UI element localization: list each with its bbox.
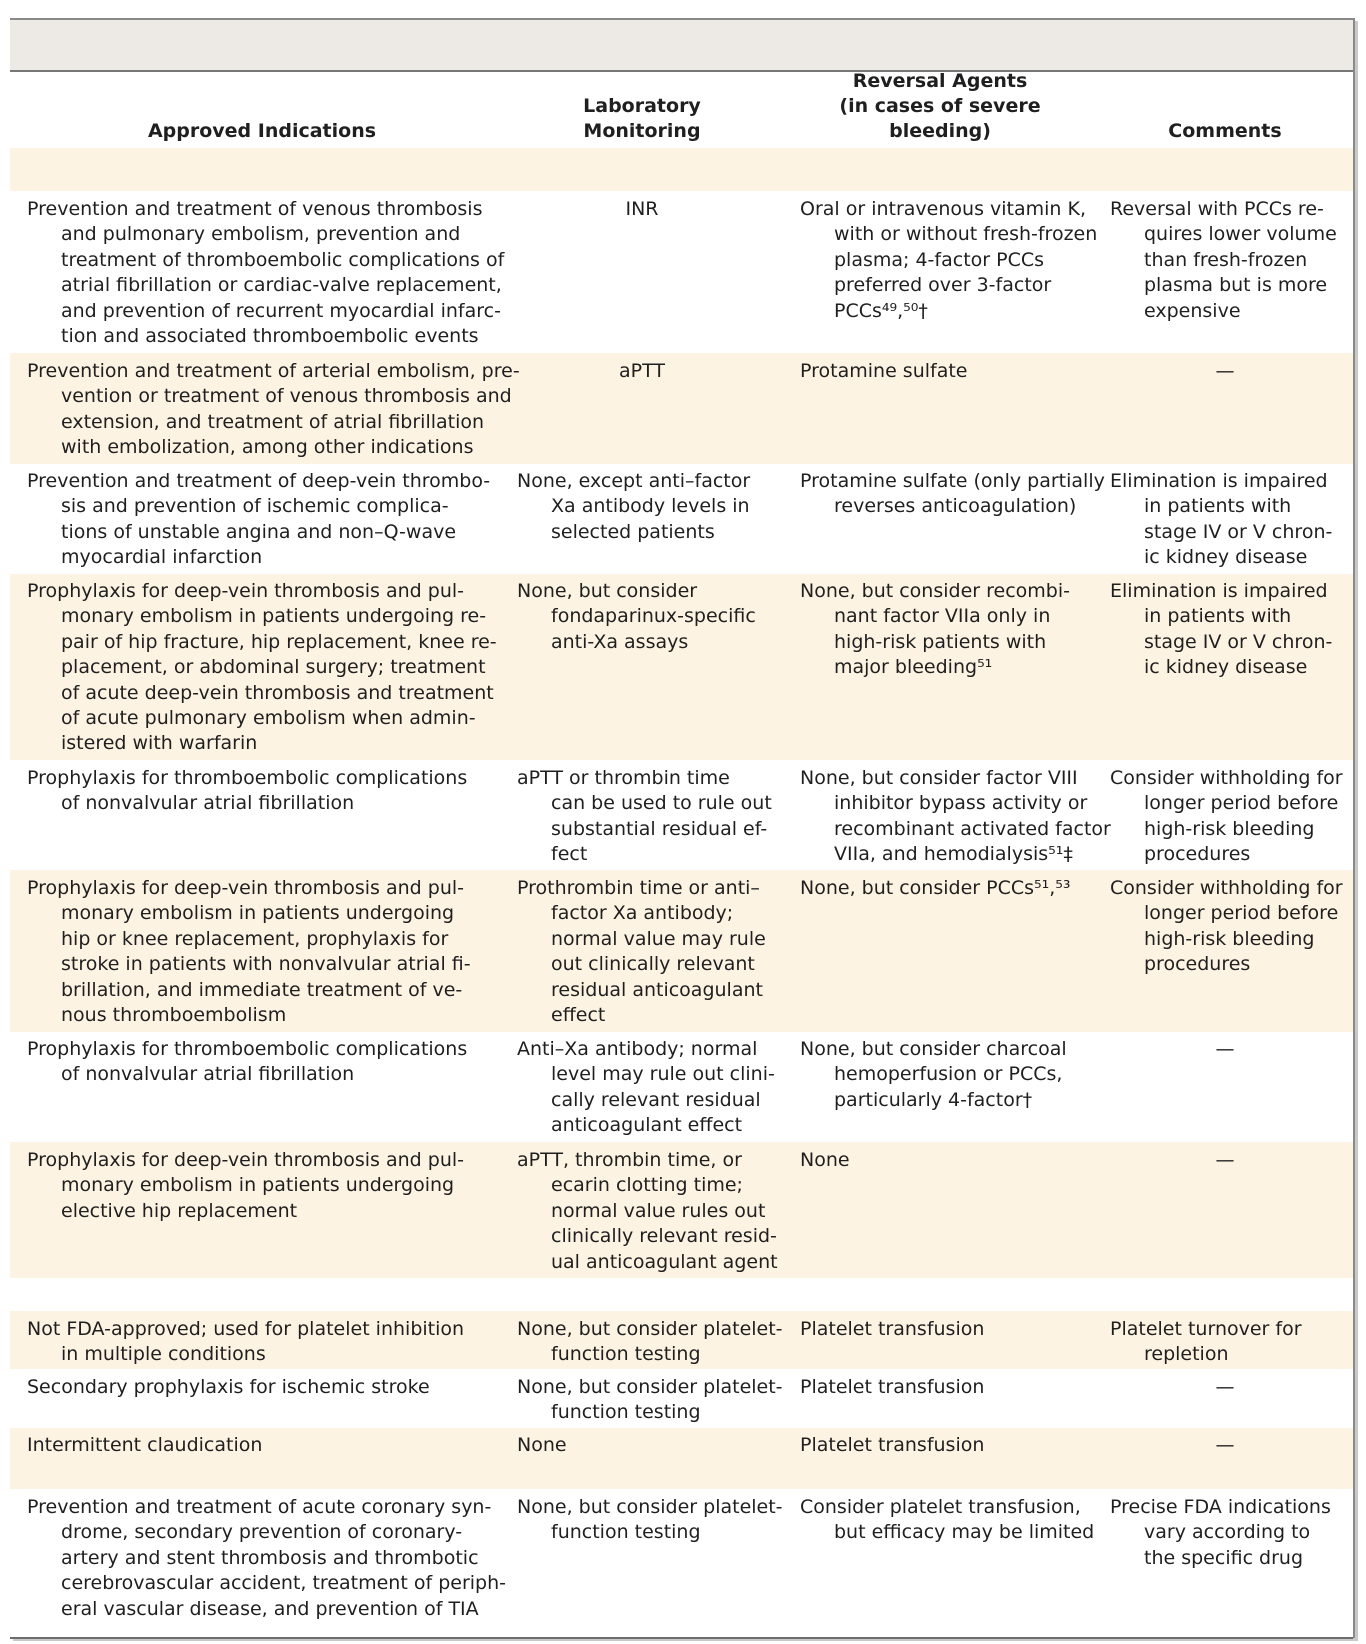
cell-comments: Elimination is impaired in patients with stage IV or V chron- ic kidney disease — [1110, 470, 1333, 569]
cell-reversal: Oral or intravenous vitamin K, with or without fresh-frozen plasma; 4-factor PCCs preferred over 3-factor PCCs⁴⁹,⁵⁰† — [800, 198, 1098, 322]
cell-comments: — — [1215, 1376, 1235, 1398]
cell-indications: Prevention and treatment of deep-vein thrombo- sis and prevention of ischemic complica- tions of unstable angina and non–Q-wave myocardial infarction — [27, 470, 491, 569]
cell-reversal: Protamine sulfate — [800, 360, 968, 382]
cell-monitoring: Anti–Xa antibody; normal level may rule out clini- cally relevant residual anticoagulant effect — [517, 1038, 775, 1137]
cell-indications: Not FDA-approved; used for platelet inhibition in multiple conditions — [27, 1318, 465, 1366]
cell-indications: Prophylaxis for thromboembolic complications of nonvalvular atrial fibrillation — [27, 1038, 468, 1086]
cell-monitoring: None, except anti–factor Xa antibody levels in selected patients — [517, 470, 751, 543]
cell-monitoring: aPTT or thrombin time can be used to rule out substantial residual ef- fect — [517, 767, 772, 866]
cell-indications: Prophylaxis for deep-vein thrombosis and pul- monary embolism in patients undergoing re- pair of hip fracture, hip replacement, knee re- placement, or abdominal surgery; treatment of acute deep-vein thrombosis and treatment of acute pulmonary embolism when admin- istered with warfarin — [27, 580, 497, 755]
cell-indications: Prevention and treatment of venous thrombosis and pulmonary embolism, prevention and treatment of thromboembolic complications of atrial fibrillation or cardiac-valve replacement, and prevention of recurrent myocardial infarc- tion and associated thromboembolic events — [27, 198, 505, 348]
cell-reversal: Platelet transfusion — [800, 1434, 985, 1456]
cell-indications: Prevention and treatment of arterial embolism, pre- vention or treatment of venous thrombosis and extension, and treatment of atrial fibrillation with embolization, among other indications — [27, 360, 520, 459]
cell-comments: — — [1215, 1038, 1235, 1060]
cell-monitoring: None, but consider fondaparinux-specific anti-Xa assays — [517, 580, 756, 653]
cell-indications: Prevention and treatment of acute coronary syn- drome, secondary prevention of coronary- artery and stent thrombosis and thrombotic cerebrovascular accident, treatment of periph- eral vascular disease, and prevention of TIA — [27, 1496, 506, 1620]
header-approved-indications: Approved Indications — [147, 120, 377, 142]
cell-reversal: Platelet transfusion — [800, 1318, 985, 1340]
cell-comments: — — [1215, 360, 1235, 382]
cell-indications: Prophylaxis for deep-vein thrombosis and pul- monary embolism in patients undergoing hip or knee replacement, prophylaxis for stroke in patients with nonvalvular atrial fi- brillation, and immediate treatment of ve- nous thromboembolism — [27, 877, 471, 1027]
cell-comments: Consider withholding for longer period before high-risk bleeding procedures — [1110, 877, 1343, 976]
cell-indications: Prophylaxis for thromboembolic complications of nonvalvular atrial fibrillation — [27, 767, 468, 815]
table-bottom-rule — [10, 1637, 1353, 1639]
cell-comments: Elimination is impaired in patients with stage IV or V chron- ic kidney disease — [1110, 580, 1333, 679]
cell-reversal: Platelet transfusion — [800, 1376, 985, 1398]
cell-monitoring: aPTT — [619, 360, 665, 382]
cell-comments: Precise FDA indications vary according to the specific drug — [1110, 1496, 1331, 1569]
cell-indications: Intermittent claudication — [27, 1434, 263, 1456]
cell-monitoring: None, but consider platelet- function testing — [517, 1318, 783, 1366]
cell-indications: Secondary prophylaxis for ischemic stroke — [27, 1376, 430, 1398]
cell-reversal: None, but consider factor VIII inhibitor bypass activity or recombinant activated factor VIIa, and hemodialysis⁵¹‡ — [800, 767, 1111, 866]
cell-comments: Platelet turnover for repletion — [1110, 1318, 1302, 1366]
cell-monitoring: None, but consider platelet- function testing — [517, 1376, 783, 1424]
cell-reversal: None — [800, 1149, 850, 1171]
cell-reversal: None, but consider PCCs⁵¹,⁵³ — [800, 877, 1071, 899]
header-reversal-agents: Reversal Agents (in cases of severe bleeding) — [839, 70, 1041, 142]
header-laboratory-monitoring: Laboratory Monitoring — [583, 95, 701, 142]
cell-monitoring: aPTT, thrombin time, or ecarin clotting time; normal value rules out clinically relevant resid- ual anticoagulant agent — [517, 1149, 778, 1273]
cell-monitoring: None, but consider platelet- function testing — [517, 1496, 783, 1544]
header-comments: Comments — [1168, 120, 1282, 142]
cell-reversal: Consider platelet transfusion, but efficacy may be limited — [800, 1496, 1095, 1544]
cell-reversal: None, but consider charcoal hemoperfusion or PCCs, particularly 4-factor† — [800, 1038, 1067, 1111]
cell-reversal: None, but consider recombi- nant factor VIIa only in high-risk patients with major bleeding⁵¹ — [800, 580, 1070, 679]
cell-reversal: Protamine sulfate (only partially reverses anticoagulation) — [800, 470, 1105, 518]
cell-monitoring: INR — [625, 198, 659, 220]
cell-monitoring: None — [517, 1434, 567, 1456]
cell-comments: Reversal with PCCs re- quires lower volume than fresh-frozen plasma but is more expensive — [1110, 198, 1337, 322]
cell-comments: Consider withholding for longer period before high-risk bleeding procedures — [1110, 767, 1343, 866]
cell-monitoring: Prothrombin time or anti– factor Xa antibody; normal value may rule out clinically relevant residual anticoagulant effect — [517, 877, 766, 1027]
cell-comments: — — [1215, 1149, 1235, 1171]
section-band — [10, 148, 1353, 191]
cell-indications: Prophylaxis for deep-vein thrombosis and pul- monary embolism in patients undergoing elective hip replacement — [27, 1149, 465, 1222]
cell-comments: — — [1215, 1434, 1235, 1456]
